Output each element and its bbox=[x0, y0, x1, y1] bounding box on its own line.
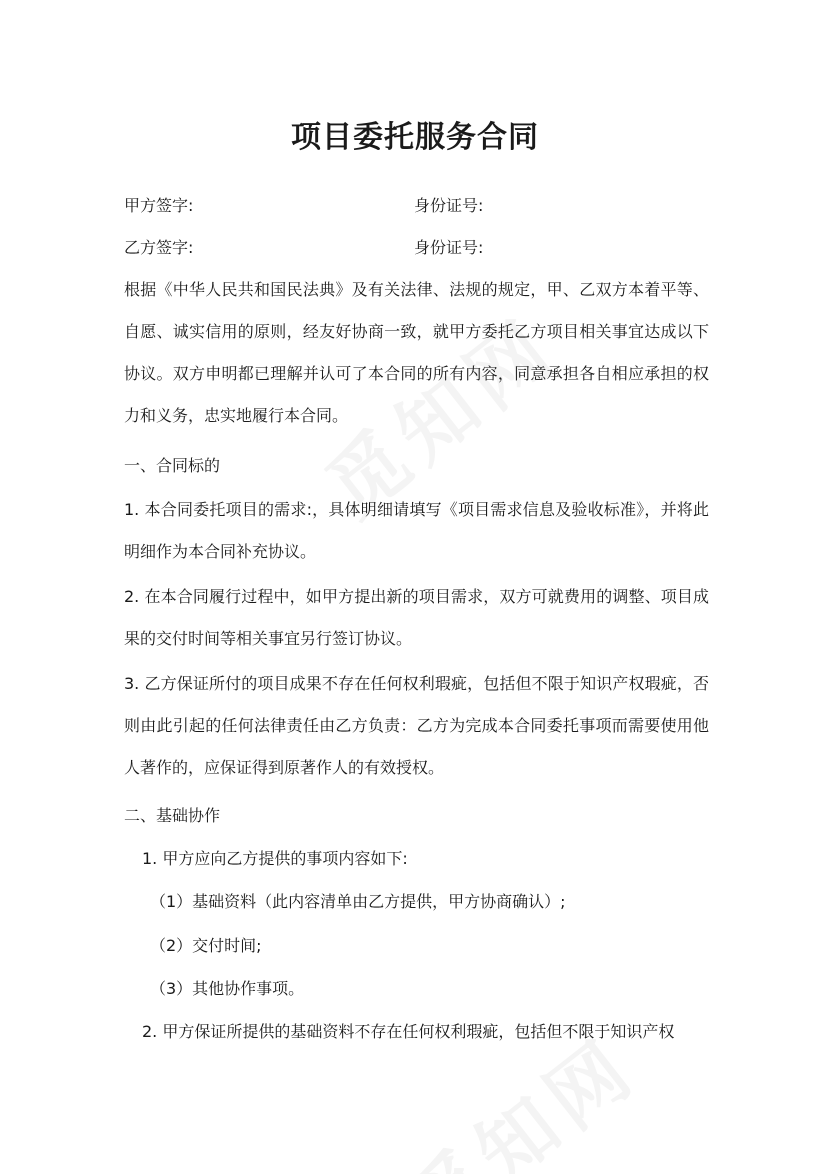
section-2-item-2: 2. 甲方保证所提供的基础资料不存在任何权利瑕疵，包括但不限于知识产权 bbox=[142, 1022, 675, 1041]
party-a-id-label: 身份证号: bbox=[414, 196, 484, 215]
section-2-sub-item-3: （3）其他协作事项。 bbox=[150, 979, 305, 998]
party-b-id-label: 身份证号: bbox=[414, 238, 484, 257]
party-a-signature-label: 甲方签字: bbox=[124, 196, 194, 215]
section-1-item-2 bbox=[124, 576, 709, 660]
section-2-sub-item-1: （1）基础资料（此内容清单由乙方提供，甲方协商确认）; bbox=[150, 892, 566, 911]
section-1-item-3 bbox=[124, 663, 709, 789]
section-2-sub-item-2: （2）交付时间; bbox=[150, 936, 262, 955]
document-title: 项目委托服务合同 bbox=[291, 120, 539, 155]
party-b-signature-label: 乙方签字: bbox=[124, 238, 194, 257]
section-2-item-1: 1. 甲方应向乙方提供的事项内容如下: bbox=[142, 849, 408, 868]
section-1-heading: 一、合同标的 bbox=[124, 456, 221, 475]
section-1-item-3-text: 3. 乙方保证所付的项目成果不存在任何权利瑕疵，包括但不限于知识产权瑕疵，否则由此引起的任何法律责任由乙方负责：乙方为完成本合同委托事项而需要使用他人著作的，应保证得到原著作人的有效授权。 bbox=[124, 674, 709, 777]
section-1-item-2-text: 2. 在本合同履行过程中，如甲方提出新的项目需求，双方可就费用的调整、项目成果的交付时间等相关事宜另行签订协议。 bbox=[124, 587, 709, 648]
section-1-item-1 bbox=[124, 489, 709, 573]
preamble-paragraph: 根据《中华人民共和国民法典》及有关法律、法规的规定，甲、乙双方本着平等、自愿、诚实信用的原则，经友好协商一致，就甲方委托乙方项目相关事宜达成以下协议。双方申明都已理解并认可了本合同的所有内容，同意承担各自相应承担的权力和义务，忠实地履行本合同。 bbox=[124, 280, 709, 425]
section-1-item-1-text: 1. 本合同委托项目的需求:，具体明细请填写《项目需求信息及验收标准》，并将此明细作为本合同补充协议。 bbox=[124, 500, 709, 561]
section-2-heading: 二、基础协作 bbox=[124, 806, 221, 825]
